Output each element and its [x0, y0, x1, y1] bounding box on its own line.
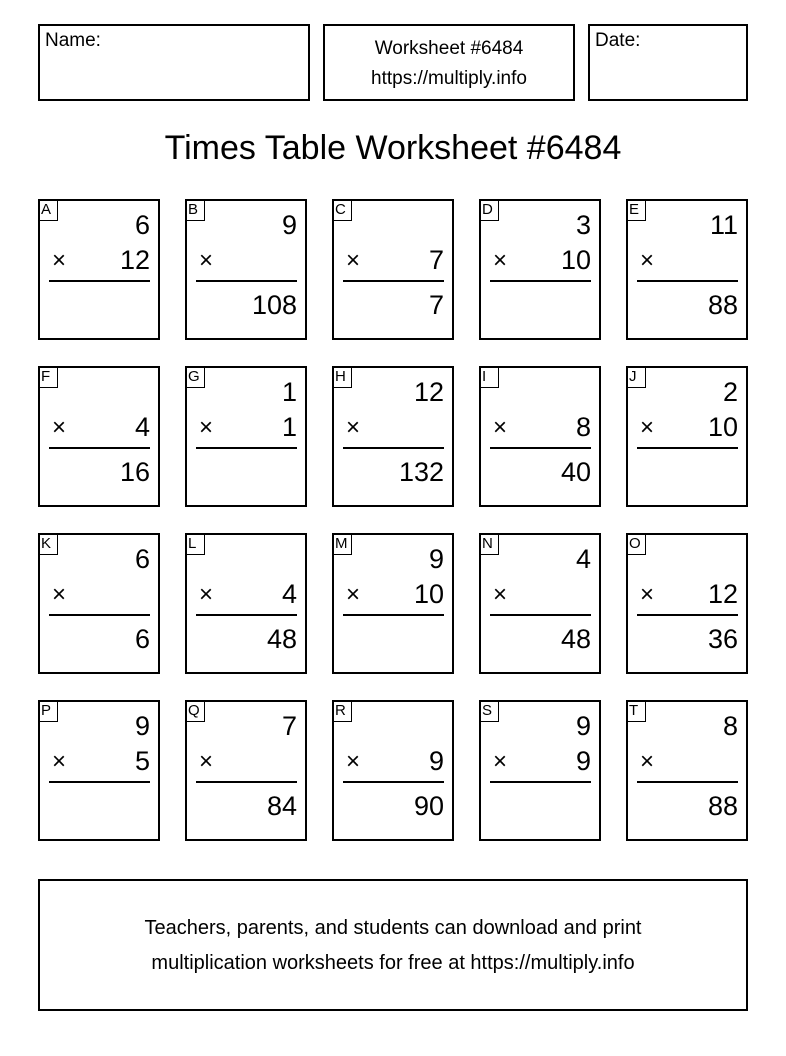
problem-label: P: [38, 700, 58, 722]
problem-card: [332, 199, 454, 340]
date-label: Date:: [595, 30, 641, 51]
multiplicand: 3: [575, 210, 591, 240]
multiplier: 8: [575, 412, 591, 442]
footer-line-1: Teachers, parents, and students can download and print: [144, 917, 642, 939]
answer-rule: [637, 447, 738, 449]
times-sign: ×: [52, 581, 67, 608]
problem-card: [332, 366, 454, 507]
answer-rule: [49, 781, 150, 783]
answer-rule: [490, 614, 591, 616]
answer-rule: [343, 781, 444, 783]
problem-label: J: [626, 366, 646, 388]
multiplicand: 9: [281, 210, 297, 240]
multiplier: 9: [428, 746, 444, 776]
multiplicand: 6: [134, 544, 150, 574]
problem-label: K: [38, 533, 58, 555]
multiplier: 10: [707, 412, 738, 442]
answer-rule: [196, 280, 297, 282]
times-sign: ×: [640, 748, 655, 775]
product: 40: [560, 457, 591, 487]
problem-label: F: [38, 366, 58, 388]
problem-label: S: [479, 700, 499, 722]
problem-label: G: [185, 366, 205, 388]
problem-card: [185, 366, 307, 507]
answer-rule: [343, 280, 444, 282]
times-sign: ×: [346, 247, 361, 274]
problem-label: I: [479, 366, 499, 388]
answer-rule: [637, 781, 738, 783]
multiplicand: 2: [722, 377, 738, 407]
times-sign: ×: [640, 581, 655, 608]
problem-label: Q: [185, 700, 205, 722]
problem-label: O: [626, 533, 646, 555]
product: 90: [413, 791, 444, 821]
problem-card: [479, 700, 601, 841]
answer-rule: [49, 614, 150, 616]
multiplicand: 4: [575, 544, 591, 574]
answer-rule: [490, 447, 591, 449]
product: 88: [707, 791, 738, 821]
problem-card: [626, 199, 748, 340]
product: 48: [266, 624, 297, 654]
multiplicand: 12: [413, 377, 444, 407]
product: 132: [398, 457, 444, 487]
multiplier: 10: [413, 579, 444, 609]
problem-card: [332, 700, 454, 841]
problem-label: C: [332, 199, 352, 221]
product: 36: [707, 624, 738, 654]
answer-rule: [49, 280, 150, 282]
multiplicand: 9: [428, 544, 444, 574]
multiplicand: 6: [134, 210, 150, 240]
worksheet-url: https://multiply.info: [371, 68, 527, 89]
product: 84: [266, 791, 297, 821]
answer-rule: [637, 280, 738, 282]
multiplicand: 7: [281, 711, 297, 741]
product: 6: [134, 624, 150, 654]
multiplier: 10: [560, 245, 591, 275]
problem-card: [185, 199, 307, 340]
problem-card: [626, 700, 748, 841]
times-sign: ×: [346, 581, 361, 608]
multiplier: 12: [119, 245, 150, 275]
problem-label: E: [626, 199, 646, 221]
problem-card: [626, 366, 748, 507]
times-sign: ×: [493, 247, 508, 274]
multiplier: 5: [134, 746, 150, 776]
times-sign: ×: [346, 748, 361, 775]
problem-card: [38, 533, 160, 674]
problem-card: [479, 366, 601, 507]
multiplicand: 9: [575, 711, 591, 741]
times-sign: ×: [640, 414, 655, 441]
problem-label: H: [332, 366, 352, 388]
times-sign: ×: [52, 247, 67, 274]
problem-card: [479, 199, 601, 340]
problem-card: [479, 533, 601, 674]
times-sign: ×: [199, 247, 214, 274]
footer-note: [38, 879, 748, 1011]
problem-card: [185, 700, 307, 841]
problem-label: M: [332, 533, 352, 555]
problem-label: T: [626, 700, 646, 722]
multiplicand: 11: [709, 210, 738, 240]
problem-label: B: [185, 199, 205, 221]
product: 7: [428, 290, 444, 320]
times-sign: ×: [493, 414, 508, 441]
answer-rule: [196, 447, 297, 449]
times-sign: ×: [52, 414, 67, 441]
times-sign: ×: [199, 414, 214, 441]
times-sign: ×: [640, 247, 655, 274]
multiplicand: 8: [722, 711, 738, 741]
times-sign: ×: [346, 414, 361, 441]
multiplier: 9: [575, 746, 591, 776]
product: 88: [707, 290, 738, 320]
answer-rule: [637, 614, 738, 616]
multiplier: 1: [281, 412, 297, 442]
answer-rule: [196, 614, 297, 616]
problem-card: [332, 533, 454, 674]
problem-label: N: [479, 533, 499, 555]
problem-card: [185, 533, 307, 674]
answer-rule: [49, 447, 150, 449]
problem-label: A: [38, 199, 58, 221]
answer-rule: [490, 280, 591, 282]
footer-line-2: multiplication worksheets for free at https://multiply.info: [151, 952, 635, 974]
product: 108: [251, 290, 297, 320]
product: 16: [119, 457, 150, 487]
page-title: Times Table Worksheet #6484: [164, 129, 622, 167]
multiplier: 7: [428, 245, 444, 275]
multiplicand: 9: [134, 711, 150, 741]
multiplicand: 1: [281, 377, 297, 407]
times-sign: ×: [493, 748, 508, 775]
answer-rule: [343, 614, 444, 616]
worksheet-number: Worksheet #6484: [374, 38, 524, 59]
problem-label: D: [479, 199, 499, 221]
problem-card: [626, 533, 748, 674]
multiplier: 4: [281, 579, 297, 609]
answer-rule: [196, 781, 297, 783]
product: 48: [560, 624, 591, 654]
multiplier: 12: [707, 579, 738, 609]
problem-card: [38, 199, 160, 340]
answer-rule: [343, 447, 444, 449]
problem-card: [38, 700, 160, 841]
multiplier: 4: [134, 412, 150, 442]
times-sign: ×: [52, 748, 67, 775]
problem-card: [38, 366, 160, 507]
answer-rule: [490, 781, 591, 783]
times-sign: ×: [199, 748, 214, 775]
times-sign: ×: [199, 581, 214, 608]
name-label: Name:: [45, 30, 101, 51]
problem-label: L: [185, 533, 205, 555]
times-sign: ×: [493, 581, 508, 608]
problem-label: R: [332, 700, 352, 722]
